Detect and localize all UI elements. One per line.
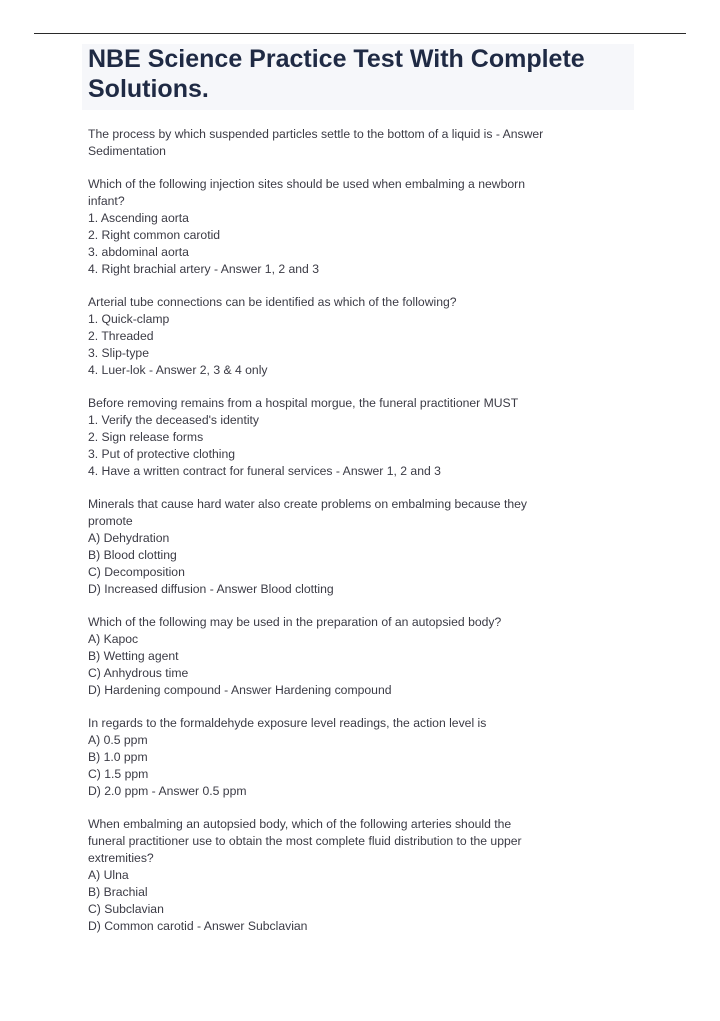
text-line: 4. Right brachial artery - Answer 1, 2 and 3 — [88, 262, 320, 276]
text-line: When embalming an autopsied body, which of the following arteries should the — [88, 817, 512, 831]
text-line: Minerals that cause hard water also create problems on embalming because they — [88, 497, 527, 511]
text-line: Before removing remains from a hospital morgue, the funeral practitioner MUST — [88, 396, 519, 410]
question-block — [88, 715, 648, 800]
text-line: D) Increased diffusion - Answer Blood clotting — [88, 582, 334, 596]
text-line: promote — [88, 514, 133, 528]
text-line: Arterial tube connections can be identified as which of the following? — [88, 295, 457, 309]
text-line: 3. abdominal aorta — [88, 245, 189, 259]
text-line: C) 1.5 ppm — [88, 767, 149, 781]
text-line: extremities? — [88, 851, 154, 865]
text-line: A) Kapoc — [88, 632, 139, 646]
text-line: 2. Threaded — [88, 329, 154, 343]
text-line: 4. Luer-lok - Answer 2, 3 & 4 only — [88, 363, 268, 377]
text-line: C) Anhydrous time — [88, 666, 189, 680]
text-line: A) 0.5 ppm — [88, 733, 148, 747]
question-block — [88, 176, 648, 278]
text-line: C) Decomposition — [88, 565, 185, 579]
text-line: B) Wetting agent — [88, 649, 179, 663]
question-block — [88, 816, 648, 935]
text-line: B) Brachial — [88, 885, 148, 899]
text-line: D) Common carotid - Answer Subclavian — [88, 919, 308, 933]
text-line: 1. Quick-clamp — [88, 312, 170, 326]
question-block — [88, 496, 648, 598]
text-line: B) 1.0 ppm — [88, 750, 148, 764]
question-block — [88, 294, 648, 379]
text-line: 3. Put of protective clothing — [88, 447, 236, 461]
text-line: 2. Right common carotid — [88, 228, 221, 242]
text-line: 3. Slip-type — [88, 346, 149, 360]
text-line: The process by which suspended particles settle to the bottom of a liquid is - Answer — [88, 127, 544, 141]
text-line: 2. Sign release forms — [88, 430, 204, 444]
text-line: B) Blood clotting — [88, 548, 177, 562]
text-line: A) Dehydration — [88, 531, 170, 545]
text-line: C) Subclavian — [88, 902, 164, 916]
text-line: In regards to the formaldehyde exposure level readings, the action level is — [88, 716, 487, 730]
document-title: NBE Science Practice Test With Complete Solutions. — [88, 45, 585, 103]
top-rule — [34, 33, 686, 34]
text-line: infant? — [88, 194, 125, 208]
question-block — [88, 614, 648, 699]
question-block — [88, 395, 648, 480]
text-line: funeral practitioner use to obtain the most complete fluid distribution to the upper — [88, 834, 522, 848]
text-line: Which of the following may be used in the preparation of an autopsied body? — [88, 615, 502, 629]
text-line: A) Ulna — [88, 868, 129, 882]
text-line: D) 2.0 ppm - Answer 0.5 ppm — [88, 784, 247, 798]
text-line: 1. Verify the deceased's identity — [88, 413, 260, 427]
text-line: Sedimentation — [88, 144, 166, 158]
question-block — [88, 126, 648, 160]
text-line: 4. Have a written contract for funeral services - Answer 1, 2 and 3 — [88, 464, 441, 478]
document-body — [88, 126, 648, 951]
text-line: D) Hardening compound - Answer Hardening compound — [88, 683, 392, 697]
text-line: 1. Ascending aorta — [88, 211, 189, 225]
text-line: Which of the following injection sites should be used when embalming a newborn — [88, 177, 525, 191]
